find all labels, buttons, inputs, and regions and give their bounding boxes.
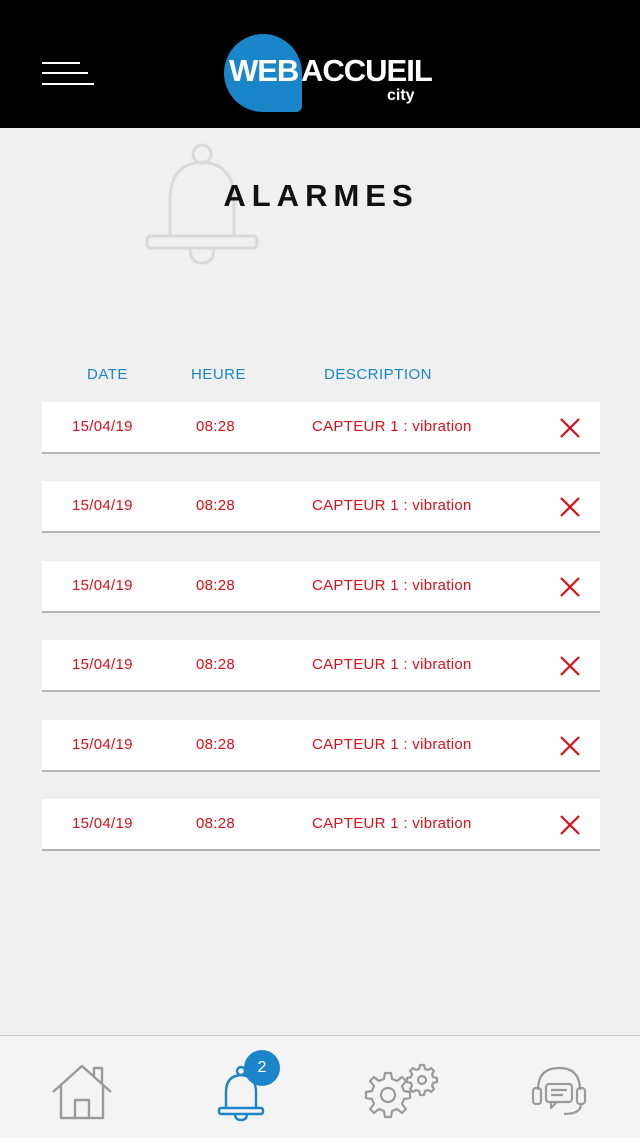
logo-word-city: city	[387, 87, 415, 104]
nav-home[interactable]	[47, 1056, 117, 1126]
alarm-time: 08:28	[196, 497, 236, 515]
close-icon[interactable]	[558, 416, 582, 440]
alarm-row	[42, 402, 600, 454]
logo-word-web: WEB	[229, 53, 299, 88]
nav-alarms[interactable]	[206, 1056, 276, 1126]
app-header	[0, 0, 640, 128]
alarm-row	[42, 640, 600, 692]
alarm-date: 15/04/19	[72, 656, 133, 674]
bottom-nav	[0, 1035, 640, 1138]
alarm-time: 08:28	[196, 576, 236, 594]
close-icon[interactable]	[558, 654, 582, 678]
alarm-list	[42, 402, 600, 878]
alarm-date: 15/04/19	[72, 576, 133, 594]
alarm-description: CAPTEUR 1 : vibration	[312, 576, 472, 594]
column-header-heure: HEURE	[191, 366, 247, 383]
gear-icon	[357, 1056, 441, 1126]
alarm-time: 08:28	[196, 814, 236, 832]
alarm-time: 08:28	[196, 735, 236, 753]
column-header-date: DATE	[87, 366, 128, 383]
alarm-time: 08:28	[196, 656, 236, 674]
alarm-description: CAPTEUR 1 : vibration	[312, 656, 472, 674]
alarm-row	[42, 799, 600, 851]
hamburger-icon[interactable]	[42, 60, 98, 90]
close-icon[interactable]	[558, 495, 582, 519]
notification-badge: 2	[244, 1050, 280, 1086]
alarm-row	[42, 720, 600, 772]
logo-word-accueil: ACCUEIL	[301, 53, 432, 88]
alarm-date: 15/04/19	[72, 814, 133, 832]
alarm-description: CAPTEUR 1 : vibration	[312, 814, 472, 832]
alarm-description: CAPTEUR 1 : vibration	[312, 418, 472, 435]
close-icon[interactable]	[558, 575, 582, 599]
close-icon[interactable]	[558, 734, 582, 758]
home-icon	[47, 1056, 117, 1126]
alarm-date: 15/04/19	[72, 497, 133, 515]
page-title: ALARMES	[223, 178, 419, 213]
alarm-date: 15/04/19	[72, 418, 133, 435]
alarm-row	[42, 561, 600, 613]
alarm-description: CAPTEUR 1 : vibration	[312, 497, 472, 515]
alarm-time: 08:28	[196, 418, 236, 435]
nav-settings[interactable]	[357, 1056, 427, 1126]
alarm-date: 15/04/19	[72, 735, 133, 753]
app-logo	[224, 34, 432, 114]
alarm-description: CAPTEUR 1 : vibration	[312, 735, 472, 753]
nav-support[interactable]	[524, 1056, 594, 1126]
close-icon[interactable]	[558, 813, 582, 837]
alarm-row	[42, 481, 600, 533]
column-header-description: DESCRIPTION	[324, 366, 433, 383]
support-headset-icon	[524, 1056, 594, 1126]
